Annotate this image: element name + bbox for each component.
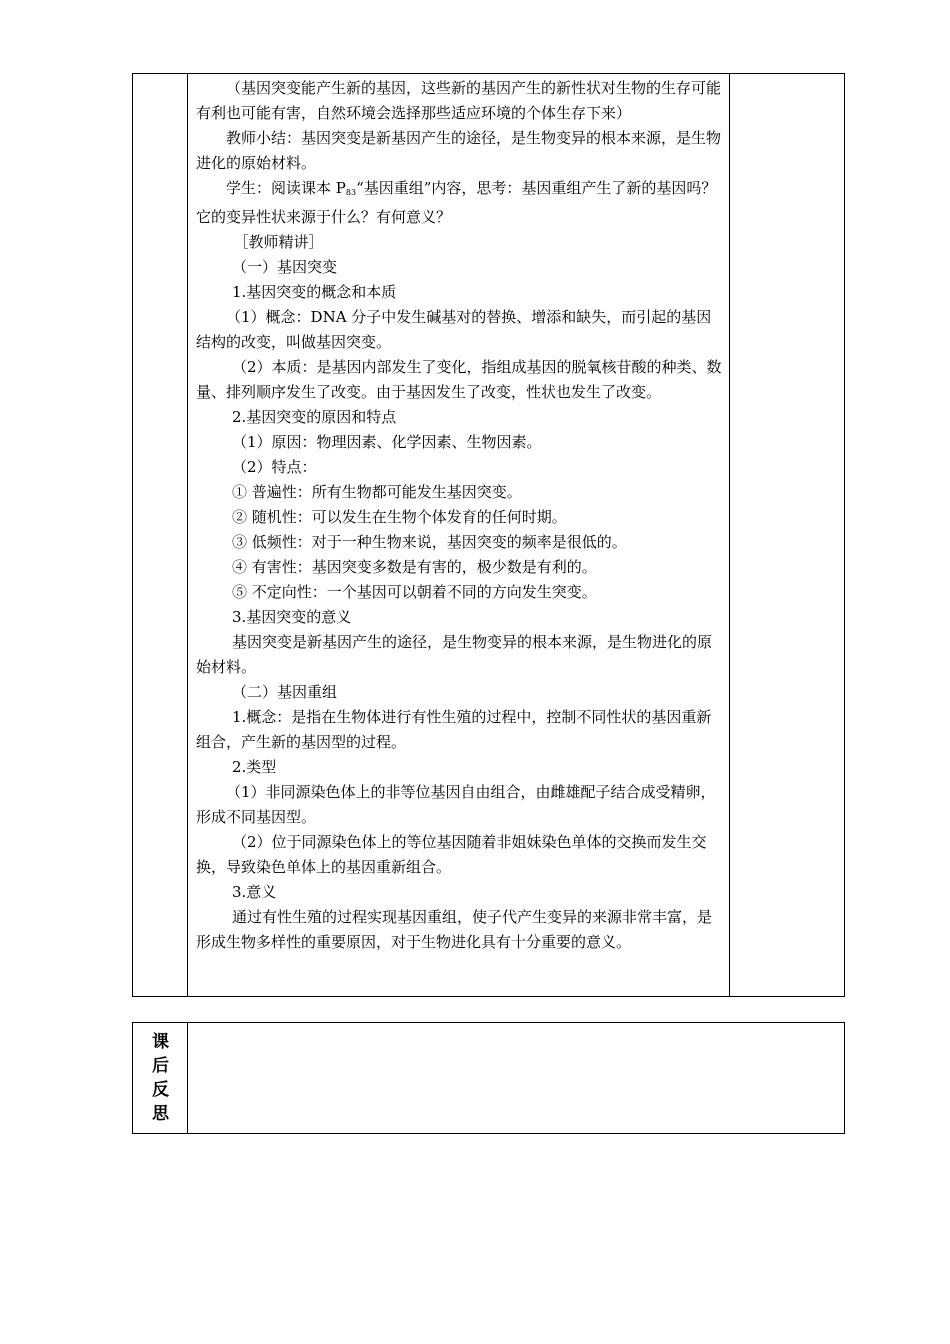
paragraph-student-task [196, 176, 726, 230]
paragraph-essence: （2）本质：是基因内部发生了变化，指组成基因的脱氧核苷酸的种类、数量、排列顺序发生了改变。由于基因发生了改变，性状也发生了改变。 [196, 358, 722, 401]
column-divider-left [187, 74, 188, 996]
subheading-mutation-significance: 3.基因突变的意义 [232, 608, 352, 626]
feature-universality: ① 普遍性：所有生物都可能发生基因突变。 [232, 483, 522, 501]
lesson-content-cell [196, 74, 726, 955]
section-label-teacher-explanation: ［教师精讲］ [233, 233, 324, 251]
paragraph-recombination-significance: 通过有性生殖的过程实现基因重组，使子代产生变异的来源非常丰富，是形成生物多样性的重要原因，对于生物进化具有十分重要的意义。 [196, 908, 713, 951]
column-divider-right [729, 74, 730, 996]
paragraph-recombination-concept: 1.概念：是指在生物体进行有性生殖的过程中，控制不同性状的基因重新组合，产生新的基因型的过程。 [196, 708, 712, 751]
paragraph-type-2: （2）位于同源染色体上的等位基因随着非姐妹染色单体的交换而发生交换，导致染色单体上的基因重新组合。 [196, 833, 707, 876]
feature-harmfulness: ④ 有害性：基因突变多数是有害的，极少数是有利的。 [232, 558, 597, 576]
post-class-reflection-table [132, 1022, 845, 1134]
reflection-label-char: 思 [152, 1104, 169, 1124]
heading-gene-recombination: （二）基因重组 [232, 683, 338, 701]
paragraph-intro: （基因突变能产生新的基因，这些新的基因产生的新性状对生物的生存可能有利也可能有害，自然环境会选择那些适应环境的个体生存下来） [196, 79, 722, 122]
student-task-text-after: “基因重组”内容，思考：基因重组产生了新的基因吗？它的变异性状来源于什么？有何意义？ [196, 179, 717, 226]
subheading-recombination-significance: 3.意义 [232, 883, 277, 901]
lesson-content-table [132, 73, 845, 997]
subheading-types: 2.类型 [232, 758, 277, 776]
reflection-label [133, 1023, 188, 1133]
paragraph-features: （2）特点： [232, 458, 317, 476]
feature-non-directionality: ⑤ 不定向性：一个基因可以朝着不同的方向发生突变。 [232, 583, 597, 601]
feature-randomness: ② 随机性：可以发生在生物个体发育的任何时期。 [232, 508, 567, 526]
reflection-label-char: 反 [152, 1080, 169, 1100]
reflection-label-char: 后 [152, 1056, 169, 1076]
feature-low-frequency: ③ 低频性：对于一种生物来说，基因突变的频率是很低的。 [232, 533, 627, 551]
paragraph-mutation-significance: 基因突变是新基因产生的途径，是生物变异的根本来源，是生物进化的原始材料。 [196, 633, 713, 676]
subheading-causes-features: 2.基因突变的原因和特点 [232, 408, 397, 426]
paragraph-causes: （1）原因：物理因素、化学因素、生物因素。 [232, 433, 542, 451]
subheading-concept-essence: 1.基因突变的概念和本质 [232, 283, 397, 301]
reflection-content-cell[interactable] [189, 1023, 844, 1133]
paragraph-type-1: （1）非同源染色体上的非等位基因自由组合，由雌雄配子结合成受精卵，形成不同基因型。 [196, 783, 716, 826]
page-number-subscript: 83 [345, 188, 357, 197]
heading-gene-mutation: （一）基因突变 [232, 258, 338, 276]
student-task-text-before: 学生：阅读课本 P [226, 179, 346, 197]
paragraph-concept: （1）概念：DNA 分子中发生碱基对的替换、增添和缺失，而引起的基因结构的改变，叫做基因突变。 [196, 308, 712, 351]
reflection-label-char: 课 [152, 1032, 169, 1052]
paragraph-teacher-summary: 教师小结：基因突变是新基因产生的途径，是生物变异的根本来源，是生物进化的原始材料。 [196, 129, 722, 172]
